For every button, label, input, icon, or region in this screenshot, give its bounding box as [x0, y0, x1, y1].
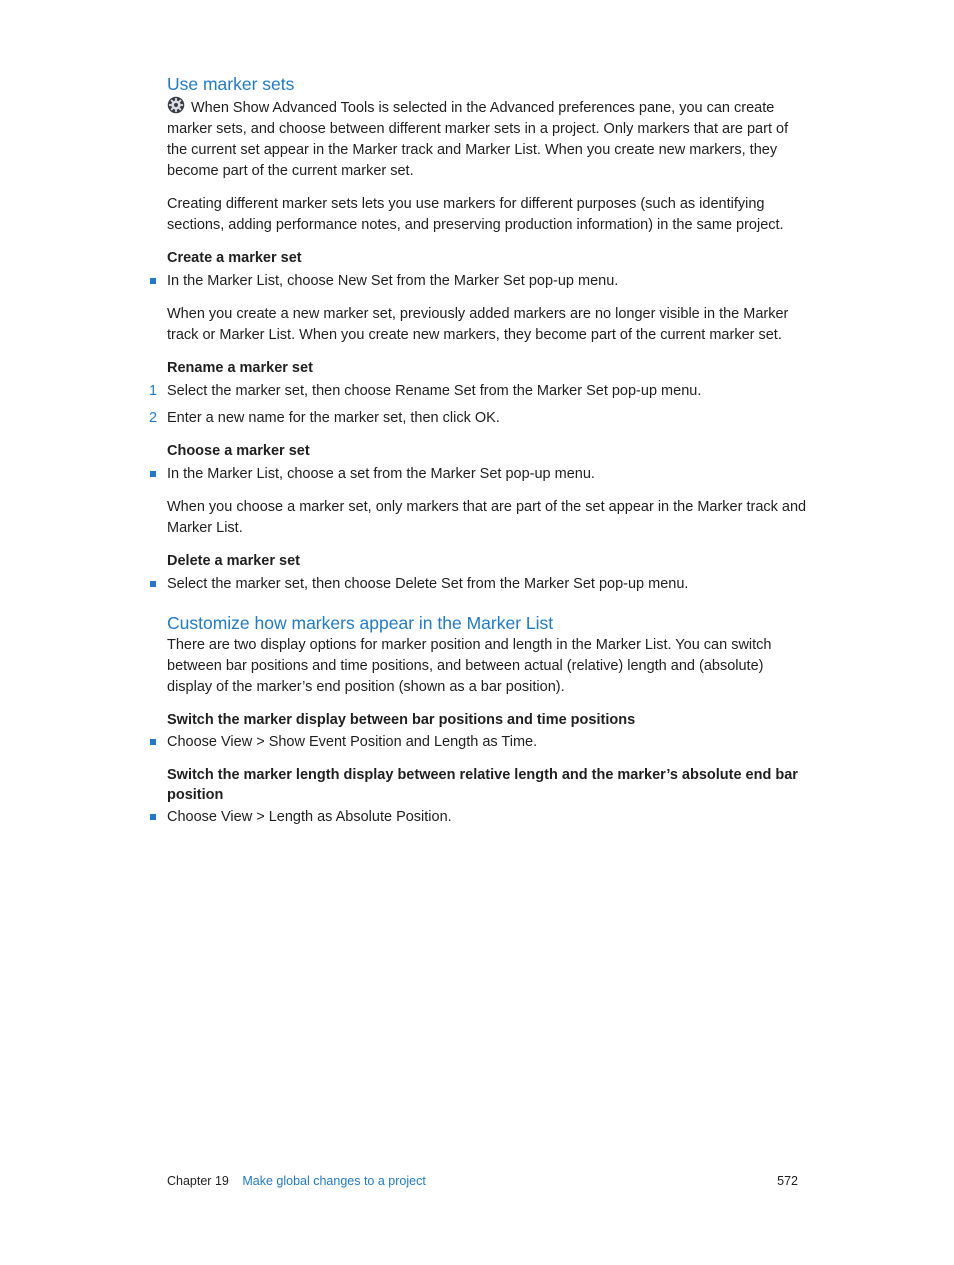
task-title-delete: Delete a marker set: [167, 553, 300, 569]
square-bullet-icon: [150, 581, 156, 587]
square-bullet-icon: [150, 471, 156, 477]
list-item: [167, 807, 807, 828]
step-text: Enter a new name for the marker set, then click OK.: [167, 410, 500, 426]
task-note: When you create a new marker set, previously added markers are no longer visible in the Marker track or Marker List. When you create new markers, they become part of the current marker set.: [167, 306, 789, 343]
list-item: [167, 464, 807, 485]
footer-chapter-title-link[interactable]: Make global changes to a project: [242, 1174, 426, 1188]
task-title-rename: Rename a marker set: [167, 360, 313, 376]
numbered-step: [149, 381, 807, 402]
gear-icon: [167, 96, 185, 114]
square-bullet-icon: [150, 278, 156, 284]
task-title-create: Create a marker set: [167, 250, 302, 266]
list-item: [167, 574, 807, 595]
list-item: [167, 271, 807, 292]
list-item-text: In the Marker List, choose New Set from the Marker Set pop-up menu.: [167, 273, 619, 289]
section-intro: There are two display options for marker position and length in the Marker List. You can switch between bar positions and time positions, and between actual (relative) length and (absolute) display of the marker’s end position (shown as a bar position).: [167, 637, 772, 695]
step-number: 2: [149, 410, 158, 426]
list-item-text: Select the marker set, then choose Delete Set from the Marker Set pop-up menu.: [167, 576, 689, 592]
section-heading-customize: Customize how markers appear in the Marker List: [167, 613, 554, 633]
step-number: 1: [149, 383, 158, 399]
task-title-choose: Choose a marker set: [167, 443, 310, 459]
section-intro-text: When Show Advanced Tools is selected in the Advanced preferences pane, you can create marker sets, and choose between different marker sets in a project. Only markers that are part of the current set appear in the Marker track and Marker List. When you create new markers, they become part of the current marker set.: [167, 100, 789, 179]
section-intro: [167, 96, 807, 182]
step-text: Select the marker set, then choose Rename Set from the Marker Set pop-up menu.: [167, 383, 702, 399]
square-bullet-icon: [150, 739, 156, 745]
task-note: When you choose a marker set, only markers that are part of the set appear in the Marker track and Marker List.: [167, 499, 807, 536]
page-number: 572: [777, 1174, 798, 1188]
list-item: [167, 732, 807, 753]
list-item-text: Choose View > Show Event Position and Length as Time.: [167, 734, 538, 750]
task-title-switch-length: Switch the marker length display between relative length and the marker’s absolute end bar position: [167, 767, 798, 803]
numbered-step: [149, 408, 807, 429]
task-title-switch-display: Switch the marker display between bar positions and time positions: [167, 712, 636, 728]
square-bullet-icon: [150, 814, 156, 820]
section-heading-use-marker-sets: Use marker sets: [167, 74, 295, 94]
page-footer: [167, 1173, 798, 1189]
list-item-text: Choose View > Length as Absolute Position.: [167, 809, 452, 825]
content-column: [149, 72, 807, 828]
section-paragraph: Creating different marker sets lets you use markers for different purposes (such as identifying sections, adding performance notes, and preserving production information) in the same project.: [167, 196, 784, 233]
list-item-text: In the Marker List, choose a set from the Marker Set pop-up menu.: [167, 466, 595, 482]
footer-chapter: Chapter 19: [167, 1174, 229, 1188]
